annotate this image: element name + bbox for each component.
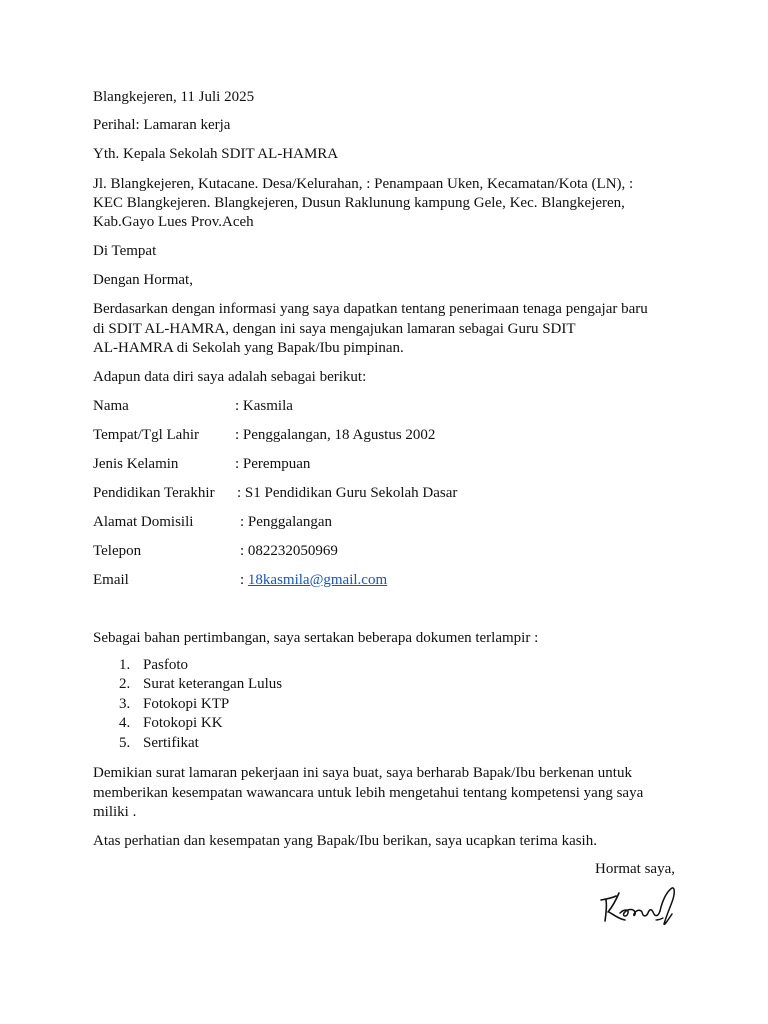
personal-row-education: [93, 483, 458, 503]
list-number: 1.: [119, 657, 131, 673]
field-label: Pendidikan Terakhir: [93, 485, 215, 501]
recipient-address-line-3: Kab.Gayo Lues Prov.Aceh: [93, 214, 254, 230]
greeting-line: Dengan Hormat,: [93, 272, 193, 288]
field-value: [240, 570, 387, 590]
intro-line-1: Berdasarkan dengan informasi yang saya dapatkan tentang penerimaan tenaga pengajar baru: [93, 301, 648, 317]
list-number: 4.: [119, 715, 131, 732]
personal-row-email: [93, 570, 388, 590]
list-number: 5.: [119, 734, 131, 751]
list-text: Surat keterangan Lulus: [143, 676, 283, 693]
field-label: Alamat Domisili: [93, 514, 194, 530]
attachments-intro: Sebagai bahan pertimbangan, saya sertakan beberapa dokumen terlampir :: [93, 630, 539, 646]
attachments-list: [93, 656, 282, 753]
field-label: Telepon: [93, 543, 142, 559]
field-label: Tempat/Tgl Lahir: [93, 427, 199, 443]
place-date: Blangkejeren, 11 Juli 2025: [93, 89, 255, 105]
email-link[interactable]: 18kasmila@gmail.com: [247, 572, 388, 588]
list-item: [93, 714, 282, 733]
personal-row-name: [93, 396, 293, 416]
email-colon: :: [240, 572, 248, 588]
field-value: : S1 Pendidikan Guru Sekolah Dasar: [237, 485, 458, 501]
field-value: : Penggalangan, 18 Agustus 2002: [235, 427, 436, 443]
recipient-address-line-1: Jl. Blangkejeren, Kutacane. Desa/Kelurahan, : Penampaan Uken, Kecamatan/Kota (LN), :: [93, 176, 634, 192]
place-line: Di Tempat: [93, 243, 157, 259]
intro-line-3: AL-HAMRA di Sekolah yang Bapak/Ibu pimpinan.: [93, 340, 404, 356]
list-text: Pasfoto: [143, 657, 188, 673]
closing-line-3: miliki .: [93, 804, 137, 820]
handwritten-signature-icon: [598, 884, 680, 928]
field-value: : Penggalangan: [240, 514, 333, 530]
list-number: 3.: [119, 695, 131, 712]
list-text: Sertifikat: [143, 734, 199, 751]
closing-line-2: memberikan kesempatan wawancara untuk lebih mengetahui tentang kompetensi yang saya: [93, 785, 644, 801]
list-item: [93, 695, 282, 714]
intro-line-2: di SDIT AL-HAMRA, dengan ini saya mengajukan lamaran sebagai Guru SDIT: [93, 321, 576, 337]
field-value: : 082232050969: [240, 543, 338, 559]
personal-row-gender: [93, 454, 311, 474]
recipient-address-line-2: KEC Blangkejeren. Blangkejeren, Dusun Raklunung kampung Gele, Kec. Blangkejeren,: [93, 195, 625, 211]
personal-row-birth: [93, 425, 436, 445]
personal-row-address: [93, 512, 333, 532]
list-item: [93, 734, 282, 753]
data-intro: Adapun data diri saya adalah sebagai berikut:: [93, 369, 367, 385]
field-value: : Perempuan: [235, 456, 311, 472]
field-label: Nama: [93, 398, 129, 414]
list-item: [93, 656, 282, 675]
thanks-line: Atas perhatian dan kesempatan yang Bapak/Ibu berikan, saya ucapkan terima kasih.: [93, 833, 597, 849]
closing-line-1: Demikian surat lamaran pekerjaan ini saya buat, saya berharab Bapak/Ibu berkenan untuk: [93, 765, 632, 781]
field-label: Jenis Kelamin: [93, 456, 179, 472]
list-text: Fotokopi KK: [143, 715, 223, 732]
personal-row-phone: [93, 541, 338, 561]
recipient-line: Yth. Kepala Sekolah SDIT AL-HAMRA: [93, 146, 339, 162]
subject-line: Perihal: Lamaran kerja: [93, 117, 231, 133]
list-item: [93, 675, 282, 694]
list-text: Fotokopi KTP: [143, 695, 230, 712]
field-value: : Kasmila: [235, 398, 293, 414]
list-number: 2.: [119, 676, 131, 693]
regards-line: Hormat saya,: [595, 861, 675, 877]
field-label: Email: [93, 572, 129, 588]
